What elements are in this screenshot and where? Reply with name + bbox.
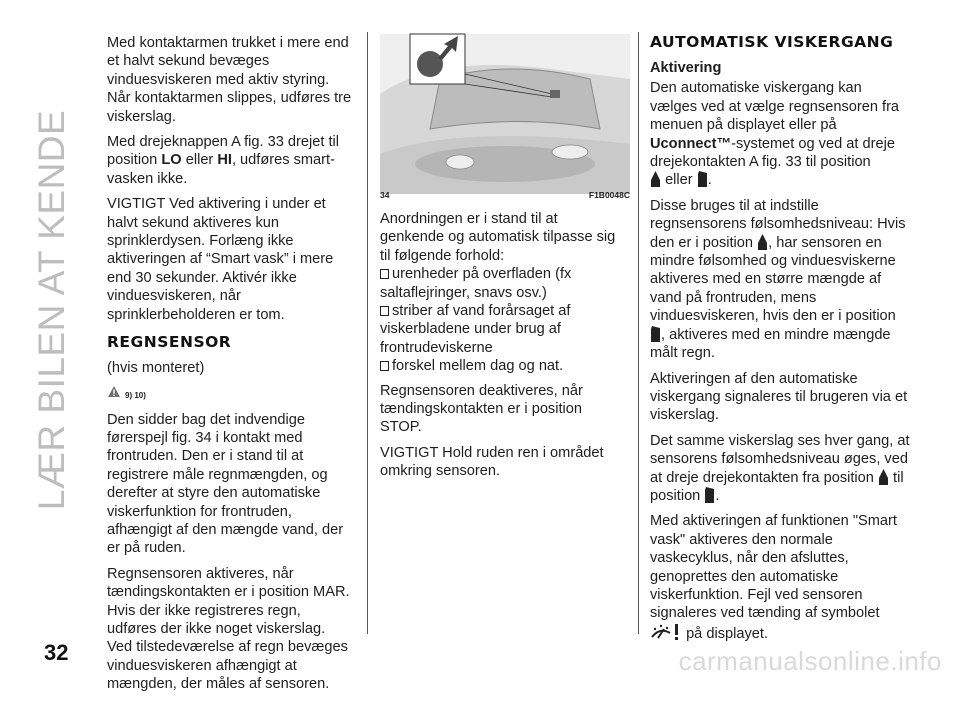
bullet-list <box>380 265 625 375</box>
uconnect-label: Uconnect™ <box>650 135 732 152</box>
column-divider <box>638 32 639 634</box>
text: -systemet og ved at dreje drejekontakten A fig. 33 til position <box>650 135 895 171</box>
list-item <box>380 357 625 375</box>
paragraph <box>650 171 910 189</box>
watermark: carmanualsonline.info <box>678 646 942 676</box>
section-heading: AUTOMATISK VISKERGANG <box>650 33 894 51</box>
warning-refs: 9) 10) <box>125 390 146 400</box>
paragraph <box>107 133 352 188</box>
text: Den automatiske viskergang kan vælges ved at vælge regnsensoren fra menuen på displayet eller på <box>650 80 900 134</box>
paragraph <box>650 79 910 171</box>
text: på displayet. <box>686 625 769 642</box>
text: Med drejeknappen A fig. 33 drejet til position <box>107 134 340 169</box>
figure-caption <box>380 186 630 204</box>
paragraph: Den sidder bag det indvendige førerspejl fig. 34 i kontakt med frontruden. Den er i stand til at registrere måle regnmængden, og derefter at styre den automatiske viskerfunktion for frontruden, afhængigt af den mængde vand, der er på ruden. <box>107 411 344 557</box>
text: Med aktiveringen af funktionen "Smart vask" aktiveres den normale vaskecyklus, når den afsluttes, genoprettes den automatiske viskerfunktion. Fejl ved sensoren signaleres ved tænding af symbolet <box>650 513 897 622</box>
list-item-text: forskel mellem dag og nat. <box>392 358 564 375</box>
paragraph: Regnsensoren deaktiveres, når tændingskontakten er i position STOP. <box>380 382 583 436</box>
text: . <box>707 172 712 189</box>
text: . <box>715 487 720 504</box>
column-divider <box>367 32 368 634</box>
subtitle: (hvis monteret) <box>107 360 205 377</box>
sensitivity-high-icon <box>650 326 661 342</box>
paragraph: Aktiveringen af den automatiske viskergang signaleres til brugeren via et viskerslag. <box>650 370 908 424</box>
paragraph: VIGTIGT Hold ruden ren i området omkring sensoren. <box>380 444 604 480</box>
sensitivity-low-icon <box>650 171 661 187</box>
list-item-text: urenheder på overfladen (fx saltaflejringer, snavs osv.) <box>380 266 572 301</box>
text: eller <box>185 152 214 169</box>
paragraph: Med kontaktarmen trukket i mere end et halvt sekund bevæges vinduesviskeren med aktiv styring. Når kontaktarmen slippes, udføres tre viskerslag. <box>107 35 352 125</box>
page-number: 32 <box>44 640 69 665</box>
checkbox-bullet-icon <box>380 361 389 371</box>
windshield-sensor-illustration <box>380 34 630 194</box>
paragraph: Anordningen er i stand til at genkende og automatisk tilpasse sig til følgende forhold: <box>380 211 616 264</box>
paragraph: VIGTIGT Ved aktivering i under et halvt sekund aktiveres kun sprinklerdysen. Forlæng ikke aktiveringen af “Smart vask” i mere end 30 sekunder. Aktivér ikke vinduesviskeren, når sprinklerbeholderen er tom. <box>107 196 334 323</box>
subsection-heading: Aktivering <box>650 60 722 76</box>
symbol-line <box>650 623 910 645</box>
figure-34 <box>380 34 630 202</box>
paragraph: Regnsensoren aktiveres, når tændingskontakten er i position MAR. Hvis der ikke registreres regn, udføres der ikke noget viskerslag. Ved tilstedeværelse af regn bevæges vinduesviskeren afhængigt at mængden, der måles af sensoren. <box>107 565 350 693</box>
paragraph <box>650 197 910 363</box>
text: Disse bruges til at indstille regnsensorens følsomhedsniveau: Hvis den er i position <box>650 197 906 251</box>
section-side-title <box>22 30 82 590</box>
warning-triangle-icon <box>107 385 121 398</box>
checkbox-bullet-icon <box>380 306 389 316</box>
sensitivity-low-icon <box>878 469 889 485</box>
text: eller <box>665 172 693 189</box>
column-3 <box>650 34 910 652</box>
figure-number: 34 <box>380 189 390 200</box>
rain-sensor-fault-icon <box>650 623 682 641</box>
text: , udføres smart-vasken ikke. <box>107 152 335 187</box>
sensitivity-low-icon <box>757 234 768 250</box>
checkbox-bullet-icon <box>380 269 389 279</box>
column-1 <box>107 34 352 701</box>
warning-reference <box>107 385 352 405</box>
side-title-text: LÆR BILEN AT KENDE <box>31 109 72 511</box>
list-item <box>380 265 625 302</box>
text: Det samme viskerslag ses hver gang, at sensorens følsomhedsniveau øges, ved at dreje drejekontakten fra position <box>650 432 910 486</box>
sensitivity-high-icon <box>704 487 715 503</box>
column-2 <box>380 34 630 488</box>
list-item <box>380 302 625 357</box>
list-item-text: striber af vand forårsaget af viskerbladene under brug af frontrudeviskerne <box>380 303 571 356</box>
text: , har sensoren en mindre følsomhed og vinduesviskerne aktiveres med en større mængde af vand på frontruden, mens vinduesviskeren, hvis den er i position <box>650 234 896 325</box>
position-lo: LO <box>161 152 182 169</box>
position-hi: HI <box>217 152 232 169</box>
text: til position <box>650 469 904 504</box>
figure-code: F1B0048C <box>588 189 630 200</box>
section-heading: REGNSENSOR <box>107 333 232 352</box>
paragraph <box>650 432 910 506</box>
paragraph <box>650 512 910 644</box>
sensitivity-high-icon <box>697 171 708 187</box>
text: , aktiveres med en mindre mængde målt regn. <box>650 326 891 362</box>
